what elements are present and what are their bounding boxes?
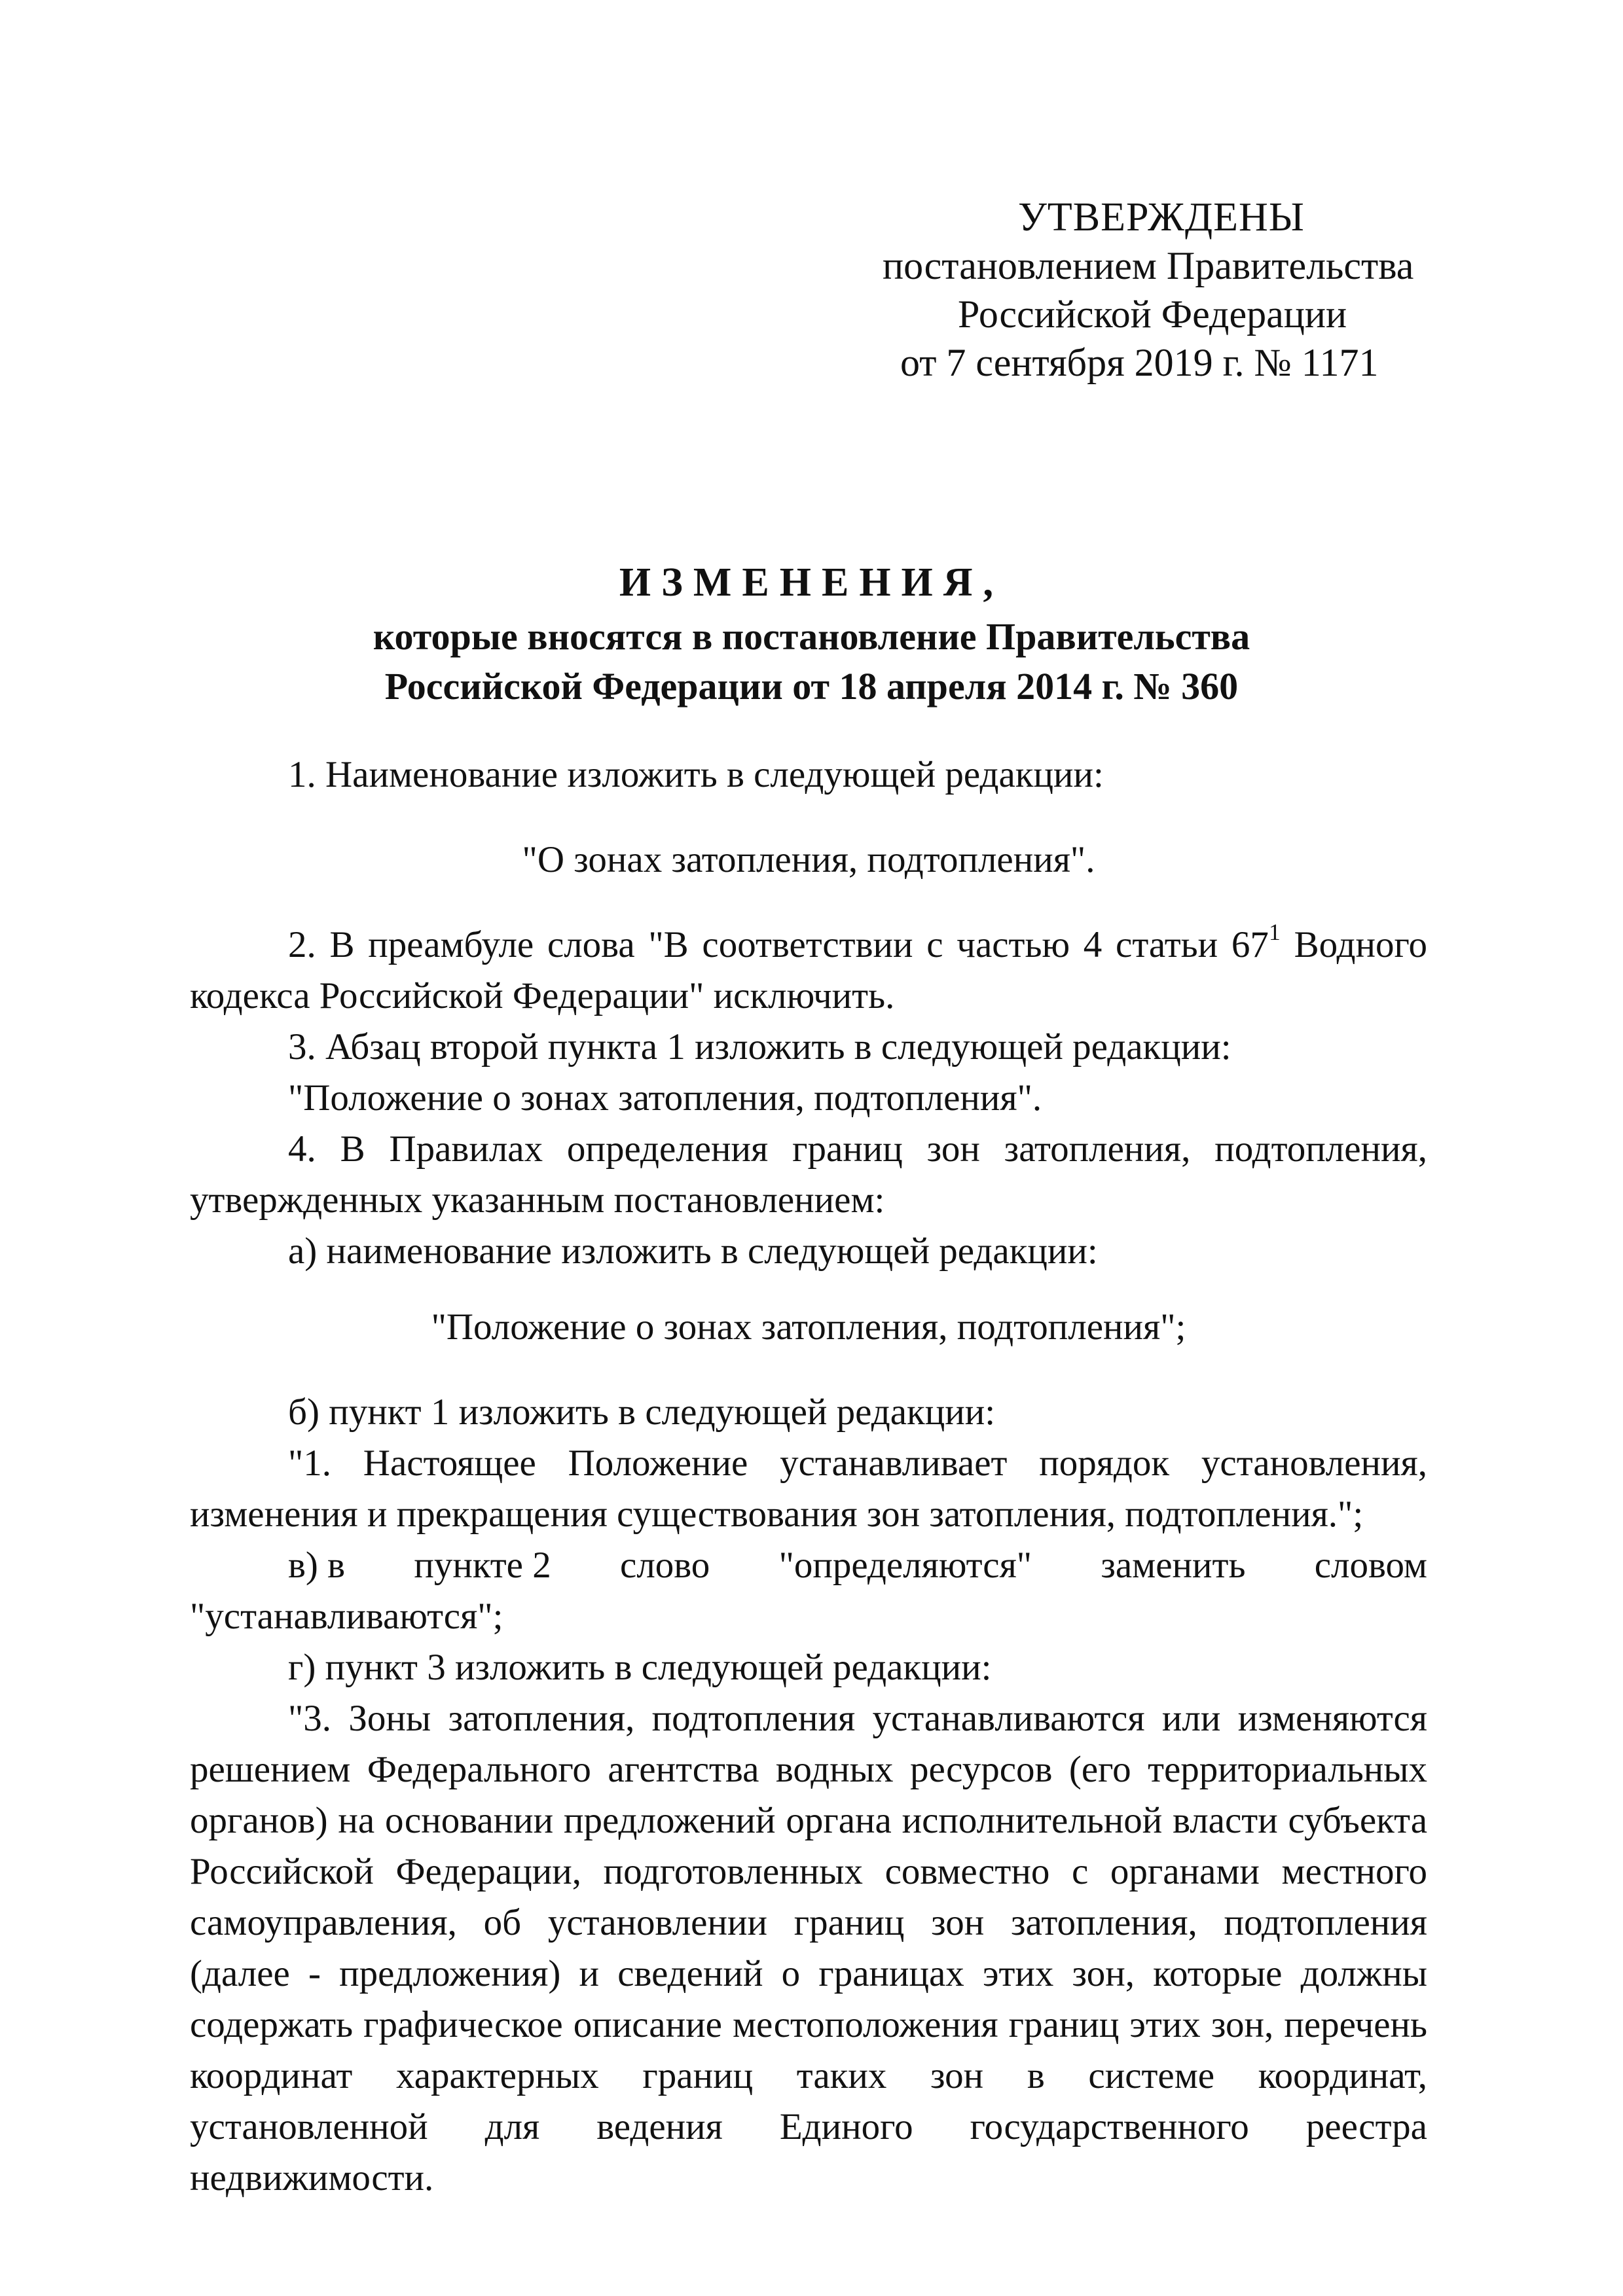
item-4v-word-5: заменить [1101,1545,1246,1586]
approval-line-3: от 7 сентября 2019 г. № 1171 [900,341,1379,384]
subtitle-line-2: Российской Федерации от 18 апреля 2014 г. № 360 [384,665,1239,708]
item-2-text-end: Водного кодекса Российской Федерации" исключить. [190,924,1427,1016]
item-4a: а) наименование изложить в следующей редакции: [288,1230,1098,1272]
item-1-quote: "О зонах затопления, подтопления". [522,839,1095,880]
document-subtitle [0,612,1623,711]
document-title: ИЗМЕНЕНИЯ, [619,560,1004,605]
item-4v-word-3: слово [620,1545,710,1586]
item-4a-quote: "Положение о зонах затопления, подтопления"; [431,1306,1186,1348]
item-4b: б) пункт 1 изложить в следующей редакции: [288,1391,996,1433]
item-4b-text: "1. Настоящее Положение устанавливает порядок установления, изменения и прекращения существования зон затопления, подтопления."; [190,1443,1427,1535]
approval-line-1: постановлением Правительства [883,244,1414,287]
item-4v-line [190,1540,1427,1591]
approval-stamp [838,193,1467,387]
item-2-superscript: 1 [1268,919,1281,945]
approval-line-2: Российской Федерации [958,293,1347,336]
item-4g-text: "3. Зоны затопления, подтопления устанавливаются или изменяются решением Федерального агентства водных ресурсов (его территориальных органов) на основании предложений органа исполнительной власти субъекта Российской Федерации, подготовленных совместно с органами местного самоуправления, об установлении границ зон затопления, подтопления (далее - предложения) и сведений о границах этих зон, которые должны содержать графическое описание местоположения границ этих зон, перечень координат характерных границ таких зон в системе координат, установленной для ведения Единого государственного реестра недвижимости. [190,1698,1427,2198]
subtitle-line-1: которые вносятся в постановление Правительства [373,615,1250,658]
item-4v-word-6: словом [1314,1545,1427,1586]
item-2-text-start: 2. В преамбуле слова "В соответствии с частью 4 статьи 67 [288,924,1269,965]
item-3: 3. Абзац второй пункта 1 изложить в следующей редакции: [288,1026,1231,1067]
item-4: 4. В Правилах определения границ зон затопления, подтопления, утвержденных указанным постановлением: [190,1128,1427,1221]
document-body [190,749,1427,2204]
item-4g: г) пункт 3 изложить в следующей редакции: [288,1647,992,1688]
item-4v-tail: "устанавливаются"; [190,1596,503,1637]
item-1: 1. Наименование изложить в следующей редакции: [288,754,1104,795]
approval-heading: УТВЕРЖДЕНЫ [1018,195,1305,240]
item-4v-word-2: пункте 2 [414,1545,551,1586]
item-4v-word-1: в) в [288,1545,346,1586]
item-4v-word-4: "определяются" [778,1545,1032,1586]
item-3-quote: "Положение о зонах затопления, подтопления". [288,1077,1042,1119]
item-2 [190,920,1427,1022]
